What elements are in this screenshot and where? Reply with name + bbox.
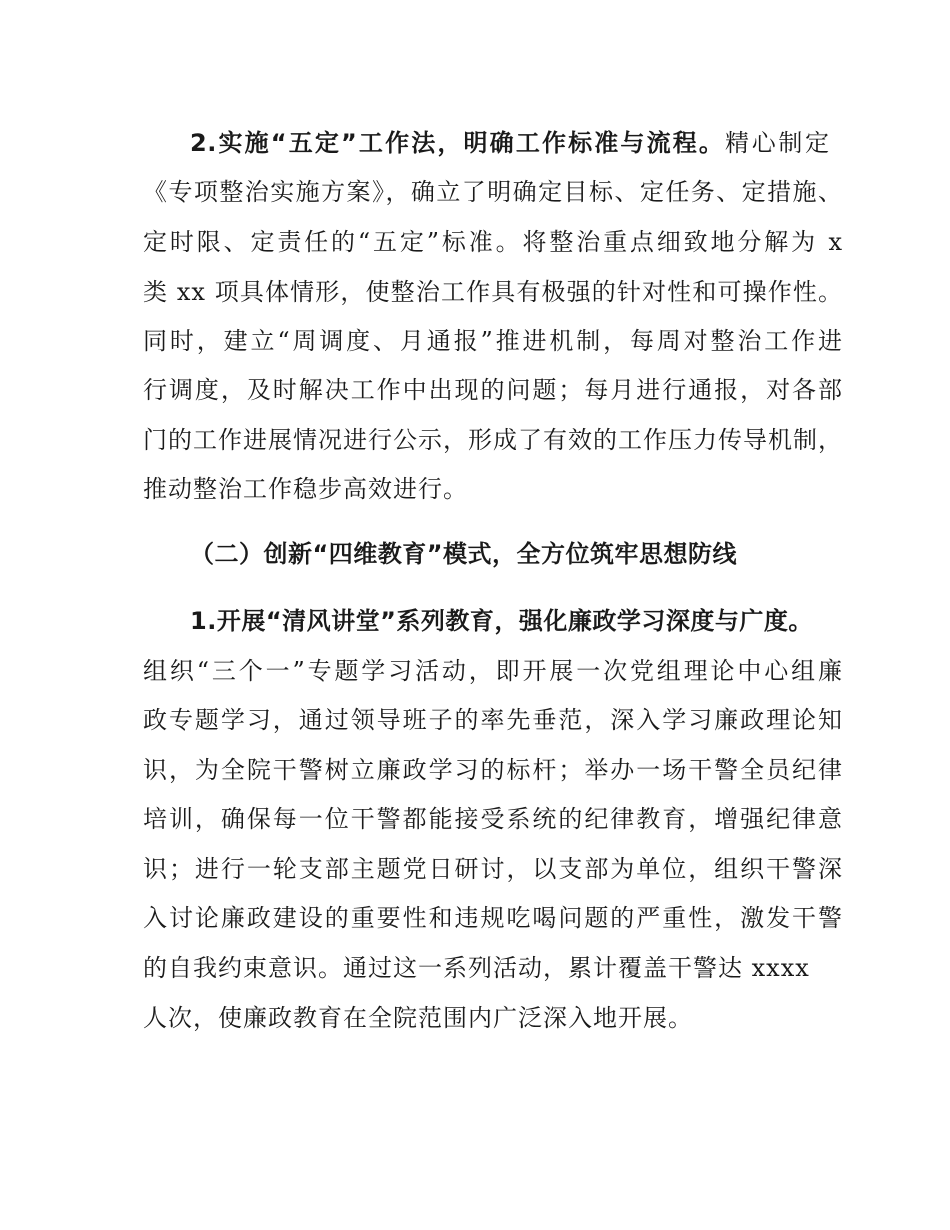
paragraph-1-lead-text: 精心制定: [725, 129, 830, 157]
section-title-2: [190, 536, 830, 572]
paragraph-1-line-5: 同时，建立“周调度、月通报”推进机制，每周对整治工作进: [143, 327, 843, 355]
paragraph-1-line-2: 《专项整治实施方案》，确立了明确定目标、定任务、定措施、: [143, 178, 843, 206]
paragraph-2-line-5: 识；进行一轮支部主题党日研讨，以支部为单位，组织干警深: [143, 855, 843, 883]
paragraph-1-line-7: 门的工作进展情况进行公示，形成了有效的工作压力传导机制，: [143, 426, 843, 454]
paragraph-2-line-7: 的自我约束意识。通过这一系列活动，累计覆盖干警达 xxxx: [143, 954, 810, 982]
paragraph-1-line-8: 推动整治工作稳步高效进行。: [143, 475, 468, 503]
paragraph-1-line-4: 类 xx 项具体情形，使整治工作具有极强的针对性和可操作性。: [143, 278, 843, 306]
section-title-text: （二）创新“四维教育”模式，全方位筑牢思想防线: [190, 540, 738, 568]
paragraph-2-line-6: 入讨论廉政建设的重要性和违规吃喝问题的严重性，激发干警: [143, 904, 843, 932]
paragraph-1-line-3: 定时限、定责任的“五定”标准。将整治重点细致地分解为 x: [143, 228, 843, 256]
item-heading-1-text: 1.开展“清风讲堂”系列教育，强化廉政学习深度与广度。: [190, 607, 813, 635]
paragraph-1-line-1: [190, 125, 830, 161]
paragraph-2-line-2: 政专题学习，通过领导班子的率先垂范，深入学习廉政理论知: [143, 706, 843, 734]
item-heading-1: [190, 603, 830, 639]
paragraph-1-line-6: 行调度，及时解决工作中出现的问题；每月进行通报，对各部: [143, 376, 843, 404]
item-heading-2: 2.实施“五定”工作法，明确工作标准与流程。: [190, 129, 726, 157]
paragraph-2-line-1: 组织“三个一”专题学习活动，即开展一次党组理论中心组廉: [143, 657, 843, 685]
paragraph-2-line-8: 人次，使廉政教育在全院范围内广泛深入地开展。: [143, 1004, 693, 1032]
paragraph-2-line-4: 培训，确保每一位干警都能接受系统的纪律教育，增强纪律意: [143, 805, 843, 833]
paragraph-2-line-3: 识，为全院干警树立廉政学习的标杆；举办一场干警全员纪律: [143, 756, 843, 784]
